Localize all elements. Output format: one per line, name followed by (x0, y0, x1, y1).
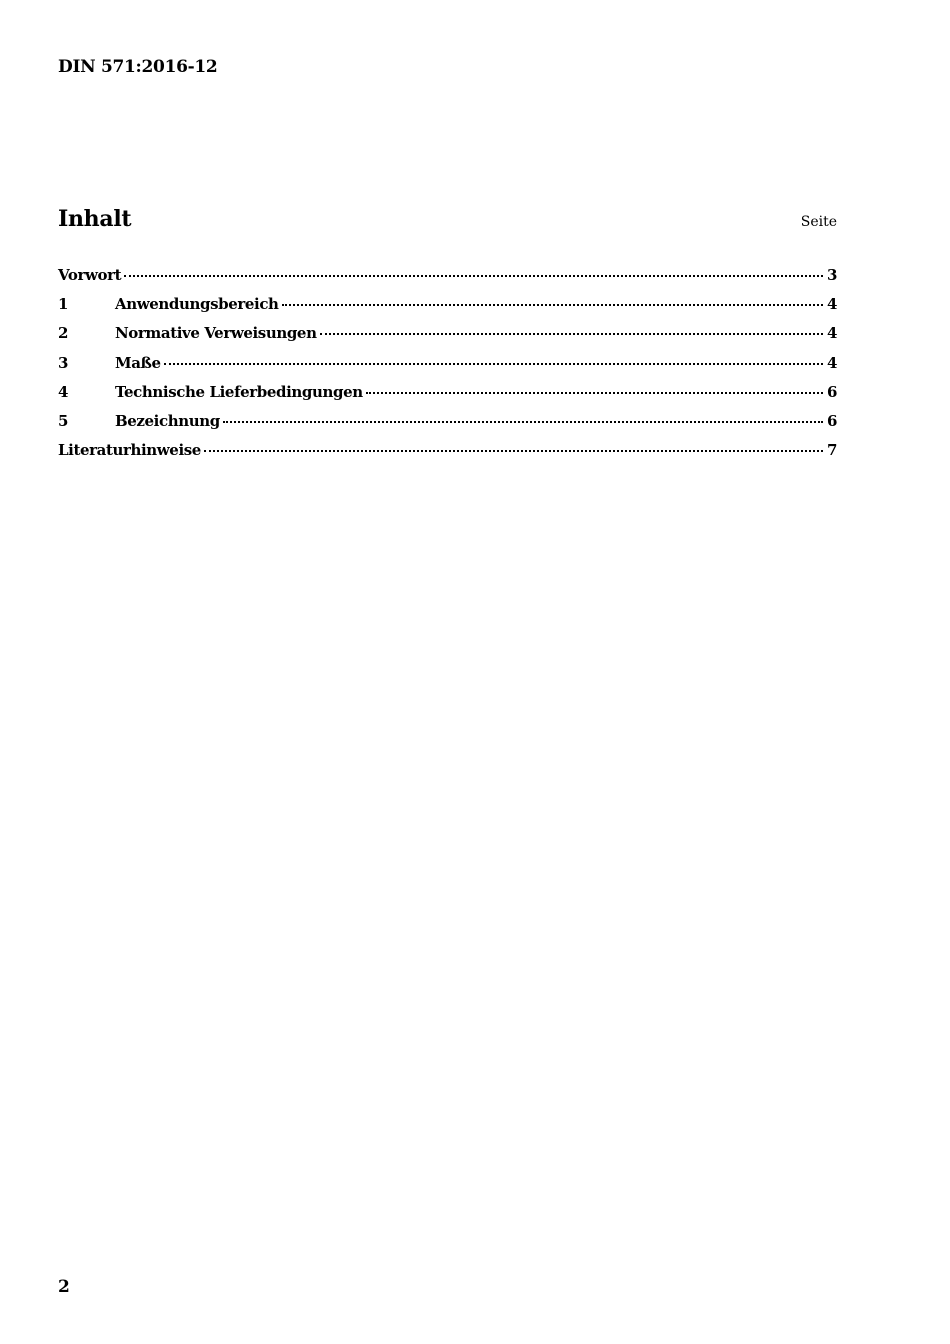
toc-entry-anwendungsbereich[interactable] (58, 295, 837, 324)
toc-entry-label: Technische Lieferbedingungen (115, 382, 363, 401)
toc-entry-page: 6 (826, 382, 837, 401)
toc-entry-number: 2 (58, 324, 69, 343)
document-id: DIN 571:2016-12 (58, 57, 218, 77)
toc-entry-vorwort[interactable] (58, 266, 837, 295)
toc-entry-page: 6 (826, 411, 837, 430)
toc-entry-page: 4 (826, 295, 837, 314)
toc-entry-label: Normative Verweisungen (115, 324, 317, 343)
toc-entry-normative-verweisungen[interactable] (58, 324, 837, 353)
toc-leader (366, 392, 823, 394)
toc-entry-number: 5 (58, 411, 69, 430)
toc-entry-number: 4 (58, 382, 69, 401)
toc-leader (282, 304, 823, 306)
toc-entry-page: 7 (826, 441, 837, 460)
toc-entry-label: Maße (115, 353, 161, 372)
toc-entry-page: 3 (826, 266, 837, 284)
toc-entry-page: 4 (826, 353, 837, 372)
toc-entry-number: 3 (58, 353, 69, 372)
toc-entry-label: Vorwort (58, 266, 122, 284)
table-of-contents (58, 266, 837, 470)
toc-entry-masse[interactable] (58, 354, 837, 383)
toc-entry-label: Literaturhinweise (58, 441, 201, 460)
page-column-label: Seite (800, 214, 837, 230)
toc-title: Inhalt (58, 206, 132, 232)
toc-entry-literaturhinweise[interactable] (58, 441, 837, 470)
toc-entry-label: Anwendungsbereich (115, 295, 279, 314)
toc-entry-page: 4 (826, 324, 837, 343)
toc-entry-bezeichnung[interactable] (58, 412, 837, 441)
toc-leader (164, 363, 823, 365)
toc-leader (204, 450, 823, 452)
toc-entry-label: Bezeichnung (115, 411, 220, 430)
toc-leader (124, 275, 823, 277)
toc-leader (320, 333, 823, 335)
toc-leader (223, 421, 823, 423)
page-number: 2 (58, 1277, 70, 1297)
toc-entry-number: 1 (58, 295, 69, 314)
toc-entry-technische-lieferbedingungen[interactable] (58, 383, 837, 412)
